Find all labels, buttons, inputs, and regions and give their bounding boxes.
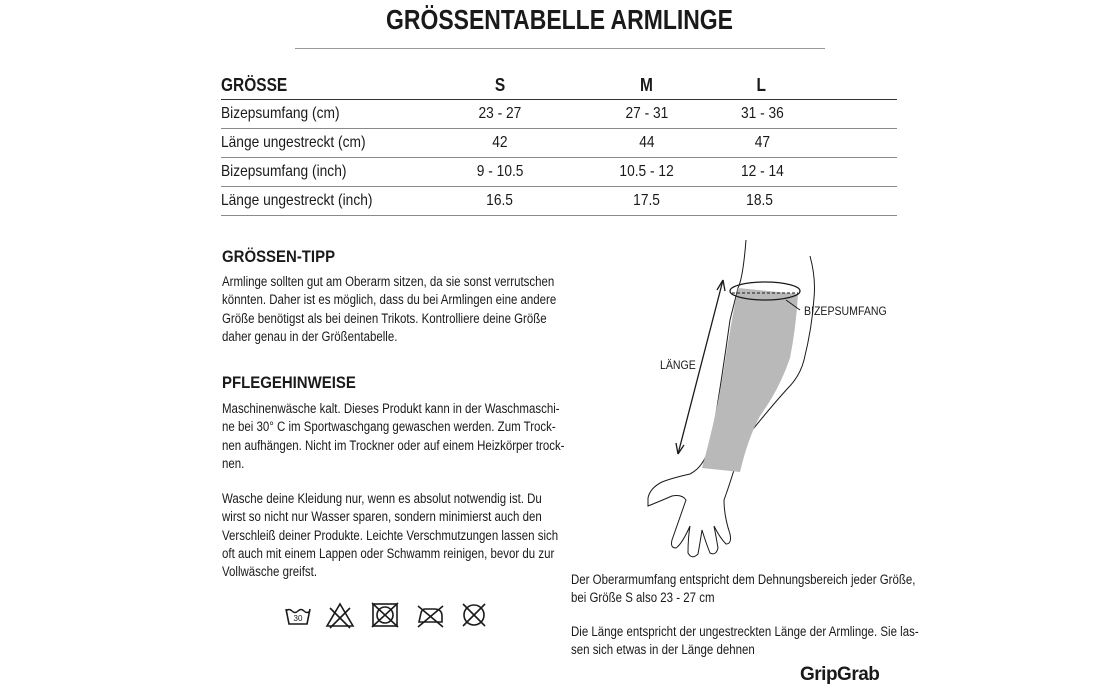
sleeve-shape [702, 288, 798, 472]
care-text-1: Maschinenwäsche kalt. Dieses Produkt kann in der Waschmaschi- ne bei 30° C im Sportwaschgang gewaschen werden. Zum Trock- nen aufhängen. Nicht im Trockner oder auf einem Heizkörper trock- nen. [222, 401, 565, 471]
cell-l: 12 - 14 [719, 158, 897, 187]
care-text-2: Wasche deine Kleidung nur, wenn es absolut notwendig ist. Du wirst so nicht nur Wasser sparen, sondern minimierst auch den Verschleiß deiner Produkte. Leichte Verschmutzungen lassen sich oft auch mit einem Lappen oder Schwamm reinigen, bevor du zur Vollwäsche greifst. [222, 491, 559, 580]
cell-m: 10.5 - 12 [574, 158, 719, 187]
circumference-caption: Der Oberarmumfang entspricht dem Dehnungsbereich jeder Größe, bei Größe S also 23 - 27 cm [571, 572, 916, 605]
row-label: Länge ungestreckt (inch) [221, 187, 426, 216]
row-label: Länge ungestreckt (cm) [221, 129, 426, 158]
cell-l: 47 [719, 129, 897, 158]
no-dry-clean-icon [459, 600, 489, 630]
page-title: GRÖSSENTABELLE ARMLINGE [386, 4, 733, 35]
wash-30-icon [283, 600, 313, 630]
table-row [221, 100, 897, 129]
row-label: Bizepsumfang (inch) [221, 158, 426, 187]
circumference-label: BIZEPSUMFANG [804, 304, 887, 318]
cell-m: 44 [574, 129, 719, 158]
title-divider [295, 48, 825, 49]
row-label: Bizepsumfang (cm) [221, 100, 426, 129]
size-table [221, 71, 897, 216]
header-m: M [574, 71, 719, 100]
length-caption: Die Länge entspricht der ungestreckten Länge der Armlinge. Sie las- sen sich etwas in der Länge dehnen [571, 624, 919, 657]
brand-logo: GripGrab [800, 664, 880, 685]
no-tumble-dry-icon [370, 600, 400, 630]
cell-s: 9 - 10.5 [426, 158, 574, 187]
header-s: S [426, 71, 574, 100]
table-row [221, 129, 897, 158]
cell-m: 27 - 31 [574, 100, 719, 129]
cell-s: 16.5 [426, 187, 574, 216]
length-label: LÄNGE [660, 358, 696, 372]
no-bleach-icon [325, 600, 355, 630]
cell-m: 17.5 [574, 187, 719, 216]
care-heading: PFLEGEHINWEISE [222, 373, 356, 392]
table-row [221, 187, 897, 216]
arm-diagram [620, 238, 900, 563]
wash-temp-label: 30 [293, 614, 303, 623]
header-size: GRÖSSE [221, 71, 426, 100]
tip-text: Armlinge sollten gut am Oberarm sitzen, da sie sonst verrutschen könnten. Daher ist es möglich, dass du bei Armlingen eine andere Größe benötigst als bei deinen Trikots. Kontrolliere deine Größe daher genau in der Größentabelle. [222, 274, 557, 344]
tip-heading: GRÖSSEN-TIPP [222, 247, 336, 266]
care-symbols [283, 600, 493, 632]
cell-s: 23 - 27 [426, 100, 574, 129]
table-row [221, 158, 897, 187]
header-l: L [719, 71, 897, 100]
table-header-row [221, 71, 897, 100]
cell-l: 18.5 [719, 187, 897, 216]
cell-l: 31 - 36 [719, 100, 897, 129]
cell-s: 42 [426, 129, 574, 158]
no-iron-icon [415, 600, 445, 630]
